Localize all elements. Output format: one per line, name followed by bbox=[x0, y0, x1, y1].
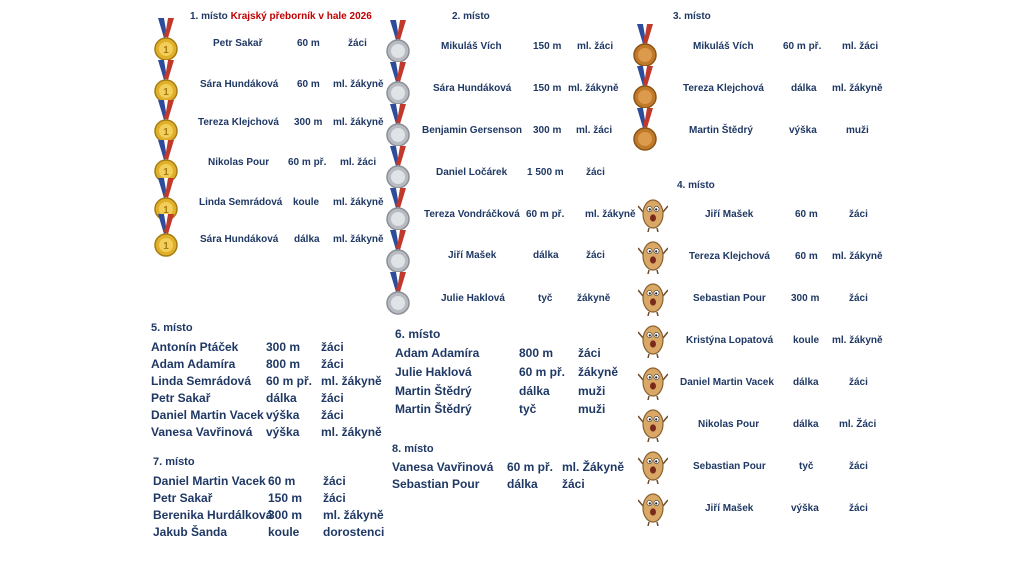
category: žáci bbox=[321, 408, 344, 422]
athlete-name: Nikolas Pour bbox=[208, 157, 270, 168]
event-name: 1 500 m bbox=[527, 167, 564, 178]
category: ml. žákyně bbox=[832, 83, 883, 94]
category: muži bbox=[846, 125, 869, 136]
category: žáci bbox=[323, 491, 346, 505]
gold-medal-icon bbox=[154, 18, 178, 62]
event-name: 60 m bbox=[795, 251, 818, 262]
potato-icon bbox=[638, 238, 668, 274]
category: ml. žákyně bbox=[321, 374, 382, 388]
category: ml. žákyně bbox=[832, 335, 883, 346]
event-name: 800 m bbox=[266, 357, 301, 371]
category: dorostenci bbox=[323, 525, 385, 539]
category: muži bbox=[578, 402, 606, 416]
category: žáci bbox=[348, 38, 367, 49]
athlete-name: Petr Sakař bbox=[151, 391, 211, 405]
category: ml. Žákyně bbox=[562, 460, 625, 474]
athlete-name: Petr Sakař bbox=[213, 38, 263, 49]
gold-medal-icon bbox=[154, 100, 178, 144]
athlete-name: Berenika Hurdálková bbox=[153, 508, 273, 522]
silver-medal-icon bbox=[386, 104, 410, 148]
section-title-7th: 7. místo bbox=[153, 456, 195, 468]
event-name: 60 m bbox=[297, 79, 320, 90]
section-title-5th: 5. místo bbox=[151, 322, 193, 334]
athlete-name: Mikuláš Vích bbox=[441, 41, 502, 52]
event-name: 300 m bbox=[533, 125, 562, 136]
silver-medal-icon bbox=[386, 272, 410, 316]
category: ml. žákyně bbox=[333, 197, 384, 208]
event-name: 60 m př. bbox=[783, 41, 822, 52]
silver-medal-icon bbox=[386, 230, 410, 274]
category: ml. žákyně bbox=[333, 234, 384, 245]
silver-medal-icon bbox=[386, 188, 410, 232]
athlete-name: Linda Semrádová bbox=[199, 197, 283, 208]
event-name: 60 m př. bbox=[526, 209, 565, 220]
athlete-name: Sára Hundáková bbox=[200, 79, 279, 90]
potato-icon bbox=[638, 490, 668, 526]
athlete-name: Vanesa Vavřinová bbox=[151, 425, 253, 439]
category: žáci bbox=[321, 340, 344, 354]
event-name: 60 m př. bbox=[288, 157, 327, 168]
category: žáci bbox=[578, 346, 601, 360]
section-title-2nd: 2. místo bbox=[452, 11, 490, 22]
silver-medal-icon bbox=[386, 146, 410, 190]
event-name: dálka bbox=[294, 234, 320, 245]
category: žáci bbox=[849, 209, 868, 220]
section-title-3rd: 3. místo bbox=[673, 11, 711, 22]
potato-icon bbox=[638, 448, 668, 484]
event-name: 60 m bbox=[297, 38, 320, 49]
place-label: 1. místo bbox=[190, 11, 228, 22]
athlete-name: Sebastian Pour bbox=[693, 293, 766, 304]
category: ml. žákyně bbox=[321, 425, 382, 439]
category: ml. Žáci bbox=[839, 419, 877, 430]
athlete-name: Sára Hundáková bbox=[200, 234, 279, 245]
event-name: koule bbox=[293, 197, 320, 208]
event-name: 60 m bbox=[795, 209, 818, 220]
athlete-name: Tereza Vondráčková bbox=[424, 209, 520, 220]
category: ml. žákyně bbox=[832, 251, 883, 262]
bronze-medal-icon bbox=[633, 108, 657, 152]
silver-medal-icon bbox=[386, 62, 410, 106]
athlete-name: Martin Štědrý bbox=[395, 384, 472, 398]
athlete-name: Kristýna Lopatová bbox=[686, 335, 774, 346]
event-name: tyč bbox=[538, 293, 553, 304]
section-title-8th: 8. místo bbox=[392, 443, 434, 455]
event-name: dálka bbox=[519, 384, 550, 398]
bronze-medal-icon bbox=[633, 24, 657, 68]
bronze-medal-icon bbox=[633, 66, 657, 110]
category: ml. žáci bbox=[340, 157, 377, 168]
category: ml. žáci bbox=[842, 41, 879, 52]
athlete-name: Martin Štědrý bbox=[689, 125, 753, 136]
athlete-name: Mikuláš Vích bbox=[693, 41, 754, 52]
athlete-name: Daniel Martin Vacek bbox=[680, 377, 774, 388]
event-name: dálka bbox=[507, 477, 538, 491]
potato-icon bbox=[638, 280, 668, 316]
athlete-name: Jiří Mašek bbox=[448, 250, 497, 261]
event-name: 300 m bbox=[294, 117, 323, 128]
category: ml. žákyně bbox=[323, 508, 384, 522]
athlete-name: Linda Semrádová bbox=[151, 374, 252, 388]
athlete-name: Nikolas Pour bbox=[698, 419, 760, 430]
potato-icon bbox=[638, 364, 668, 400]
event-name: výška bbox=[266, 408, 300, 422]
event-name: 300 m bbox=[268, 508, 303, 522]
event-name: dálka bbox=[266, 391, 297, 405]
potato-icon bbox=[638, 322, 668, 358]
category: žáci bbox=[586, 167, 605, 178]
athlete-name: Julie Haklová bbox=[441, 293, 505, 304]
athlete-name: Sebastian Pour bbox=[693, 461, 766, 472]
event-name: výška bbox=[791, 503, 819, 514]
category: ml. žákyně bbox=[585, 209, 636, 220]
category: žáci bbox=[321, 357, 344, 371]
event-name: 150 m bbox=[268, 491, 303, 505]
event-name: 60 m př. bbox=[519, 365, 566, 379]
event-name: 150 m bbox=[533, 41, 562, 52]
athlete-name: Adam Adamíra bbox=[395, 346, 480, 360]
potato-icon bbox=[638, 196, 668, 232]
category: žáci bbox=[321, 391, 344, 405]
athlete-name: Adam Adamíra bbox=[151, 357, 236, 371]
silver-medal-icon bbox=[386, 20, 410, 64]
athlete-name: Martin Štědrý bbox=[395, 402, 472, 416]
category: muži bbox=[578, 384, 606, 398]
category: žáci bbox=[849, 377, 868, 388]
event-name: výška bbox=[789, 125, 817, 136]
athlete-name: Antonín Ptáček bbox=[151, 340, 239, 354]
event-name: dálka bbox=[793, 419, 819, 430]
category: žákyně bbox=[577, 293, 611, 304]
category: žáci bbox=[562, 477, 585, 491]
category: ml. žákyně bbox=[333, 79, 384, 90]
athlete-name: Tereza Klejchová bbox=[683, 83, 764, 94]
category: žáci bbox=[323, 474, 346, 488]
category: ml. žáci bbox=[577, 41, 614, 52]
event-name: výška bbox=[266, 425, 300, 439]
category: žáci bbox=[849, 293, 868, 304]
athlete-name: Tereza Klejchová bbox=[689, 251, 770, 262]
section-title-6th: 6. místo bbox=[395, 327, 441, 341]
athlete-name: Daniel Ločárek bbox=[436, 167, 508, 178]
section-title-4th: 4. místo bbox=[677, 180, 715, 191]
event-name: tyč bbox=[799, 461, 814, 472]
gold-medal-icon bbox=[154, 214, 178, 258]
athlete-name: Jakub Šanda bbox=[153, 525, 228, 539]
athlete-name: Jiří Mašek bbox=[705, 503, 754, 514]
athlete-name: Sára Hundáková bbox=[433, 83, 512, 94]
event-name: 60 m bbox=[268, 474, 296, 488]
athlete-name: Vanesa Vavřinová bbox=[392, 460, 494, 474]
athlete-name: Sebastian Pour bbox=[392, 477, 480, 491]
gold-medal-icon bbox=[154, 60, 178, 104]
event-name: dálka bbox=[533, 250, 559, 261]
potato-icon bbox=[638, 406, 668, 442]
category: žáci bbox=[586, 250, 605, 261]
category: ml. žáci bbox=[576, 125, 613, 136]
event-name: 60 m př. bbox=[266, 374, 313, 388]
athlete-name: Jiří Mašek bbox=[705, 209, 754, 220]
event-name: 300 m bbox=[791, 293, 820, 304]
event-name: koule bbox=[793, 335, 820, 346]
category: ml. žákyně bbox=[568, 83, 619, 94]
athlete-name: Tereza Klejchová bbox=[198, 117, 279, 128]
event-name: 300 m bbox=[266, 340, 301, 354]
event-name: koule bbox=[268, 525, 300, 539]
athlete-name: Daniel Martin Vacek bbox=[153, 474, 266, 488]
category: žáci bbox=[849, 503, 868, 514]
event-name: 60 m př. bbox=[507, 460, 554, 474]
event-name: dálka bbox=[791, 83, 817, 94]
championship-title: Krajský přeborník v hale 2026 bbox=[230, 11, 372, 22]
event-name: 150 m bbox=[533, 83, 562, 94]
category: žákyně bbox=[578, 365, 619, 379]
section-title-1st bbox=[190, 11, 372, 22]
event-name: 800 m bbox=[519, 346, 554, 360]
category: ml. žákyně bbox=[333, 117, 384, 128]
athlete-name: Julie Haklová bbox=[395, 365, 472, 379]
athlete-name: Daniel Martin Vacek bbox=[151, 408, 264, 422]
event-name: tyč bbox=[519, 402, 537, 416]
athlete-name: Petr Sakař bbox=[153, 491, 213, 505]
event-name: dálka bbox=[793, 377, 819, 388]
athlete-name: Benjamin Gersenson bbox=[422, 125, 523, 136]
category: žáci bbox=[849, 461, 868, 472]
